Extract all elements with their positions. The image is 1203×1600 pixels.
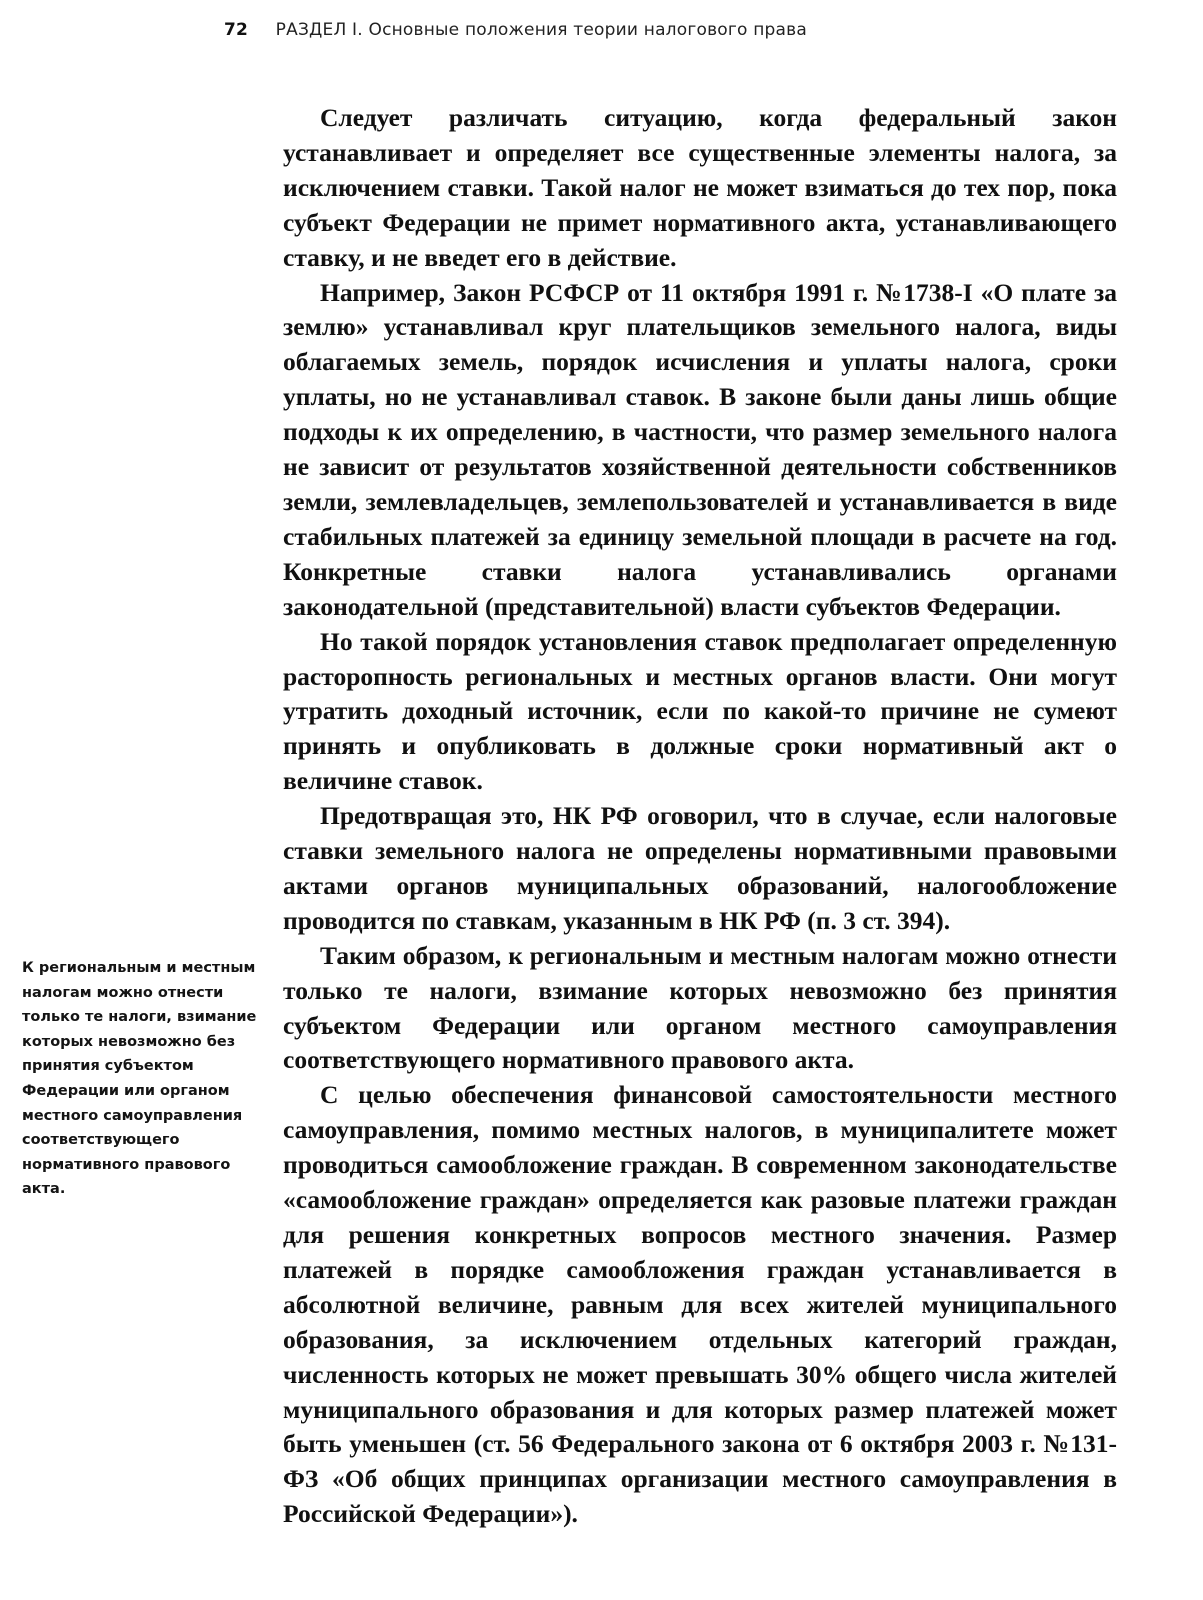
margin-note: К региональным и местным налогам можно отнести только те налоги, взимание которых невозможно без принятия субъектом Федерации или органом местного самоуправления соответствующего нормативного правового акта. xyxy=(22,960,257,1198)
running-title: РАЗДЕЛ I. Основные положения теории налогового права xyxy=(275,20,807,40)
paragraph: Таким образом, к региональным и местным налогам можно отнести только те налоги, взимание которых невозможно без принятия субъектом Федерации или органом местного самоуправления соответствующего нормативного правового акта. xyxy=(283,940,1117,1075)
paragraph: Например, Закон РСФСР от 11 октября 1991 г. №1738-I «О плате за землю» устанавливал круг плательщиков земельного налога, виды облагаемых земель, порядок исчисления и уплаты налога, сроки уплаты, но не устанавливал ставок. В законе были даны лишь общие подходы к их определению, в частности, что размер земельного налога не зависит от результатов хозяйственной деятельности собственников земли, землевладельцев, землепользователей и устанавливается в виде стабильных платежей за единицу земельной площади в расчете на год. Конкретные ставки налога устанавливались органами законодательной (представительной) власти субъектов Федерации. xyxy=(283,277,1117,621)
paragraph: Предотвращая это, НК РФ оговорил, что в случае, если налоговые ставки земельного налога не определены нормативными правовыми актами органов муниципальных образований, налогообложение проводится по ставкам, указанным в НК РФ (п. 3 ст. 394). xyxy=(283,801,1117,935)
paragraph: Но такой порядок установления ставок предполагает определенную расторопность региональных и местных органов власти. Они могут утратить доходный источник, если по какой-то причине не сумеют принять и опубликовать в должные сроки нормативный акт о величине ставок. xyxy=(283,626,1117,796)
page-number: 72 xyxy=(224,20,249,40)
paragraph: Следует различать ситуацию, когда федеральный закон устанавливает и определяет все существенные элементы налога, за исключением ставки. Такой налог не может взиматься до тех пор, пока субъект Федерации не примет нормативного акта, устанавливающего ставку, и не введет его в действие. xyxy=(283,103,1117,272)
running-header xyxy=(224,20,807,48)
paragraph: С целью обеспечения финансовой самостоятельности местного самоуправления, помимо местных налогов, в муниципалитете может проводиться самообложение граждан. В современном законодательстве «самообложение граждан» определяется как разовые платежи граждан для решения конкретных вопросов местного значения. Размер платежей в порядке самообложения граждан устанавливается в абсолютной величине, равным для всех жителей муниципального образования, за исключением отдельных категорий граждан, численность которых не может превышать 30% общего числа жителей муниципального образования и для которых размер платежей может быть уменьшен (ст. 56 Федерального закона от 6 октября 2003 г. №131-ФЗ «Об общих принципах организации местного самоуправления в Российской Федерации»). xyxy=(283,1080,1117,1529)
body-text xyxy=(283,101,1117,1532)
